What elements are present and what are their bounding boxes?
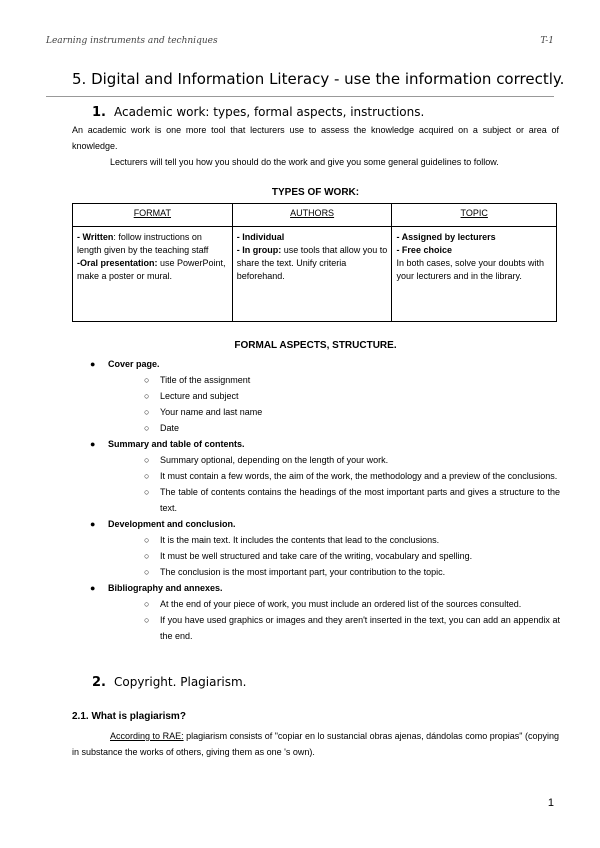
list-item bbox=[144, 612, 560, 644]
plagiarism-paragraph bbox=[72, 728, 559, 760]
section-2-1-heading: 2.1. What is plagiarism? bbox=[72, 711, 186, 722]
circle-bullet-icon: ○ bbox=[144, 599, 150, 609]
authors-group-label: - In group: bbox=[236, 245, 282, 255]
list-item bbox=[144, 452, 560, 468]
list-item bbox=[90, 516, 560, 580]
sub-list bbox=[108, 372, 560, 436]
list-item bbox=[144, 596, 560, 612]
format-oral-text: use PowerPoint, make a poster or mural. bbox=[77, 258, 226, 281]
circle-bullet-icon: ○ bbox=[144, 551, 150, 561]
list-item bbox=[90, 436, 560, 516]
bullet-icon: ● bbox=[90, 519, 96, 529]
list-item bbox=[90, 356, 560, 436]
header-course: Learning instruments and techniques bbox=[46, 36, 218, 46]
sub-item-text: Date bbox=[160, 423, 180, 433]
list-item-title: Bibliography and annexes. bbox=[108, 583, 223, 593]
page-header bbox=[46, 36, 554, 54]
sub-item-text: Summary optional, depending on the length of your work. bbox=[160, 455, 389, 465]
plagiarism-text: plagiarism consists of "copiar en lo sustancial obras ajenas, dándolas como propias" (copying in substance the works of others, giving them as one 's own). bbox=[72, 731, 559, 757]
sub-item-text: Title of the assignment bbox=[160, 375, 251, 385]
format-oral-label: -Oral presentation: bbox=[77, 258, 158, 268]
table-row bbox=[73, 227, 557, 322]
section-2-number: 2. bbox=[92, 675, 106, 690]
authors-individual-label: - Individual bbox=[236, 232, 285, 242]
sub-list bbox=[108, 452, 560, 516]
circle-bullet-icon: ○ bbox=[144, 487, 150, 497]
circle-bullet-icon: ○ bbox=[144, 407, 150, 417]
list-item bbox=[144, 468, 560, 484]
list-item bbox=[144, 564, 560, 580]
sub-item-text: It must contain a few words, the aim of the work, the methodology and a preview of the conclusions. bbox=[160, 471, 558, 481]
section-2-title: Copyright. Plagiarism. bbox=[113, 675, 247, 689]
authors-group-text: use tools that allow you to share the text. Unify criteria beforehand. bbox=[236, 245, 388, 281]
circle-bullet-icon: ○ bbox=[144, 567, 150, 577]
circle-bullet-icon: ○ bbox=[144, 375, 150, 385]
circle-bullet-icon: ○ bbox=[144, 471, 150, 481]
list-item bbox=[144, 420, 560, 436]
list-item-title: Development and conclusion. bbox=[108, 519, 236, 529]
topic-free-label: - Free choice bbox=[396, 245, 452, 255]
types-table bbox=[72, 203, 557, 322]
rae-link[interactable]: According to RAE: bbox=[110, 731, 184, 741]
topic-assigned-label: - Assigned by lecturers bbox=[396, 232, 496, 242]
col-topic: TOPIC bbox=[392, 204, 557, 227]
list-item-title: Summary and table of contents. bbox=[108, 439, 245, 449]
sub-item-text: At the end of your piece of work, you must include an ordered list of the sources consulted. bbox=[160, 599, 522, 609]
section-1-heading bbox=[92, 105, 424, 120]
sub-item-text: Lecture and subject bbox=[160, 391, 239, 401]
list-item bbox=[144, 484, 560, 516]
circle-bullet-icon: ○ bbox=[144, 615, 150, 625]
list-item bbox=[144, 548, 560, 564]
circle-bullet-icon: ○ bbox=[144, 535, 150, 545]
cell-authors bbox=[232, 227, 392, 322]
sub-item-text: The conclusion is the most important part, your contribution to the topic. bbox=[160, 567, 446, 577]
bullet-icon: ● bbox=[90, 583, 96, 593]
list-item bbox=[90, 580, 560, 644]
section-2-heading bbox=[92, 675, 247, 690]
sub-item-text: It must be well structured and take care of the writing, vocabulary and spelling. bbox=[160, 551, 473, 561]
list-item-title: Cover page. bbox=[108, 359, 160, 369]
format-written-text: : follow instructions on length given by the teaching staff bbox=[77, 232, 209, 255]
sub-item-text: If you have used graphics or images and they aren't inserted in the text, you can add an appendix at the end. bbox=[160, 615, 560, 641]
list-item bbox=[144, 388, 560, 404]
list-item bbox=[144, 532, 560, 548]
col-format: FORMAT bbox=[73, 204, 233, 227]
format-written-label: - Written bbox=[77, 232, 114, 242]
header-topic: T-1 bbox=[540, 36, 554, 46]
cell-topic bbox=[392, 227, 557, 322]
list-item bbox=[144, 372, 560, 388]
page-number: 1 bbox=[547, 797, 554, 809]
cell-format bbox=[73, 227, 233, 322]
topic-note-text: In both cases, solve your doubts with your lecturers and in the library. bbox=[396, 258, 545, 281]
bullet-icon: ● bbox=[90, 359, 96, 369]
circle-bullet-icon: ○ bbox=[144, 455, 150, 465]
sub-item-text: Your name and last name bbox=[160, 407, 263, 417]
section-1-number: 1. bbox=[92, 105, 106, 120]
sub-item-text: The table of contents contains the headings of the most important parts and gives a structure to the text. bbox=[160, 487, 560, 513]
circle-bullet-icon: ○ bbox=[144, 423, 150, 433]
table-header-row bbox=[73, 204, 557, 227]
col-authors: AUTHORS bbox=[232, 204, 392, 227]
sub-list bbox=[108, 596, 560, 644]
circle-bullet-icon: ○ bbox=[144, 391, 150, 401]
formal-aspects-list bbox=[90, 356, 560, 644]
guidelines-paragraph: Lecturers will tell you how you should do the work and give you some general guidelines to follow. bbox=[110, 157, 499, 167]
sub-list bbox=[108, 532, 560, 580]
sub-item-text: It is the main text. It includes the contents that lead to the conclusions. bbox=[160, 535, 440, 545]
bullet-icon: ● bbox=[90, 439, 96, 449]
list-item bbox=[144, 404, 560, 420]
intro-paragraph: An academic work is one more tool that lecturers use to assess the knowledge acquired on a subject or area of knowledge. bbox=[72, 125, 559, 151]
page-title: 5. Digital and Information Literacy - use the information correctly. bbox=[72, 70, 565, 88]
types-heading: TYPES OF WORK: bbox=[271, 187, 360, 198]
section-1-title: Academic work: types, formal aspects, instructions. bbox=[113, 105, 425, 119]
title-divider bbox=[46, 96, 554, 97]
formal-heading: FORMAL ASPECTS, STRUCTURE. bbox=[234, 340, 397, 351]
